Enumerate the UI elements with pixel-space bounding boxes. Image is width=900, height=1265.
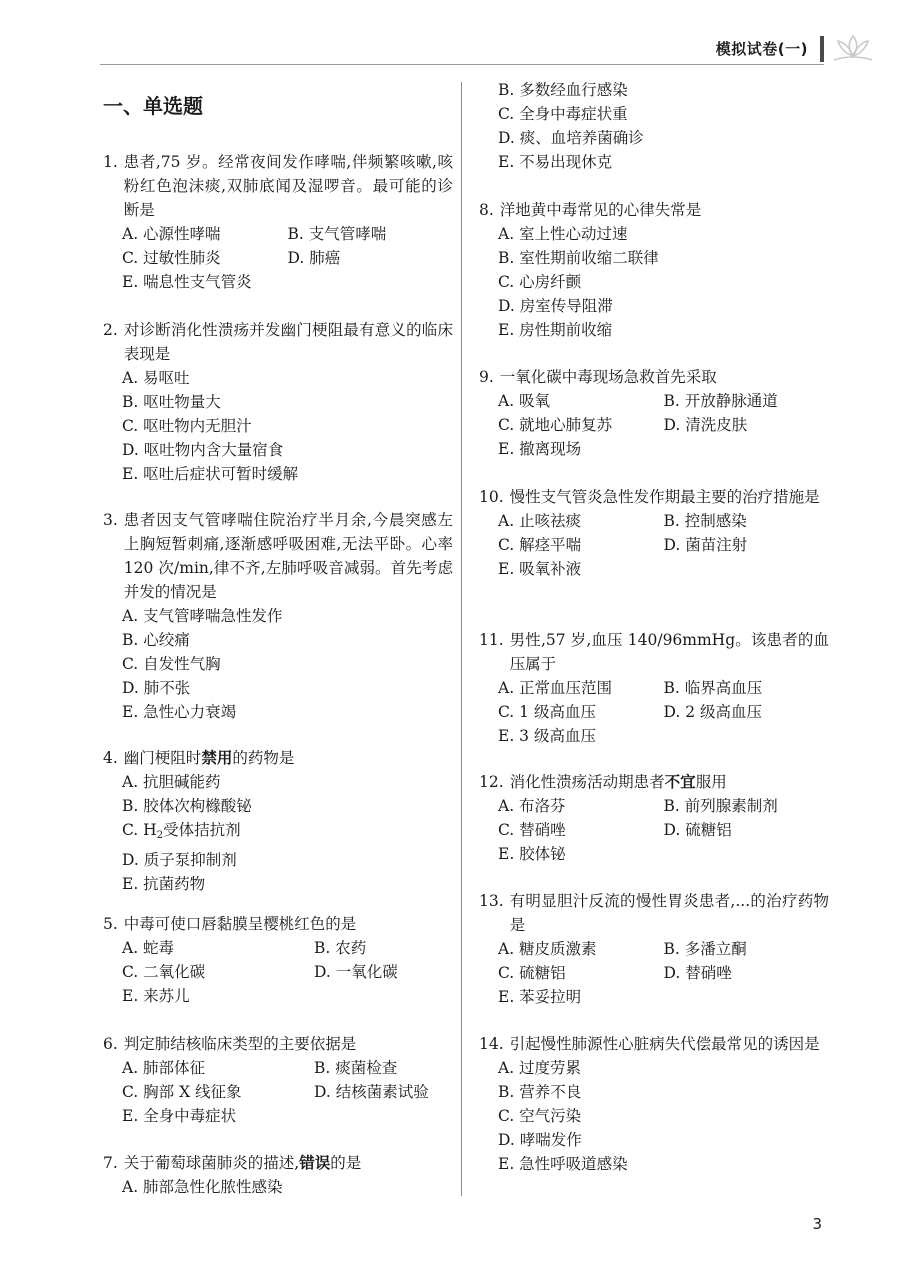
question-1 [103, 150, 453, 294]
option-c[interactable]: C. 空气污染 [498, 1107, 582, 1125]
question-stem: 中毒可使口唇黏膜呈樱桃红色的是 [123, 915, 357, 933]
question-number: 8. [479, 201, 494, 219]
option-a[interactable]: A. 室上性心动过速 [498, 225, 628, 243]
stem-text: 关于葡萄球菌肺炎的描述, [123, 1154, 300, 1172]
question-number: 13. [479, 892, 504, 910]
option-c[interactable]: C. 硫糖铝 [498, 964, 566, 982]
option-d[interactable]: D. 质子泵抑制剂 [122, 851, 237, 869]
question-7 [103, 1151, 453, 1199]
option-e[interactable]: E. 3 级高血压 [498, 727, 596, 745]
option-a[interactable]: A. 支气管哮喘急性发作 [122, 607, 283, 625]
option-d[interactable]: D. 硫糖铝 [663, 821, 732, 839]
option-b[interactable]: B. 前列腺素制剂 [663, 797, 778, 815]
option-b[interactable]: B. 开放静脉通道 [663, 392, 778, 410]
stem-text: 消化性溃疡活动期患者 [509, 773, 665, 791]
page-header-title: 模拟试卷(一) [715, 40, 808, 58]
option-a[interactable]: A. 抗胆碱能药 [122, 773, 221, 791]
option-c[interactable]: C. 二氧化碳 [122, 963, 206, 981]
option-d[interactable]: D. 哮喘发作 [498, 1131, 582, 1149]
option-e[interactable]: E. 房性期前收缩 [498, 321, 613, 339]
option-d[interactable]: D. 替硝唑 [663, 964, 732, 982]
stem-text: 幽门梗阻时 [123, 749, 202, 767]
question-7-continued [479, 78, 829, 174]
header-divider-bar [820, 36, 824, 62]
option-c[interactable]: C. 就地心肺复苏 [498, 416, 613, 434]
question-stem: 慢性支气管炎急性发作期最主要的治疗措施是 [509, 488, 820, 506]
emphasis-text: 禁用 [201, 749, 233, 767]
stem-text: 的是 [330, 1154, 362, 1172]
option-a[interactable]: A. 过度劳累 [498, 1059, 582, 1077]
option-b[interactable]: B. 农药 [313, 939, 367, 957]
option-e[interactable]: E. 抗菌药物 [122, 875, 206, 893]
option-d[interactable]: D. 肺癌 [287, 249, 341, 267]
option-d[interactable]: D. 2 级高血压 [663, 703, 763, 721]
option-text: 受体拮抗剂 [163, 821, 241, 839]
question-number: 2. [103, 321, 118, 339]
option-e[interactable]: E. 撤离现场 [498, 440, 582, 458]
option-a[interactable]: A. 心源性哮喘 [122, 225, 221, 243]
question-stem: 一氧化碳中毒现场急救首先采取 [499, 368, 717, 386]
emphasis-text: 错误 [299, 1154, 331, 1172]
option-e[interactable]: E. 胶体铋 [498, 845, 566, 863]
option-a[interactable]: A. 肺部体征 [122, 1059, 206, 1077]
option-b[interactable]: B. 胶体次枸橼酸铋 [122, 797, 252, 815]
question-stem: 对诊断消化性溃疡并发幽门梗阻最有意义的临床表现是 [123, 321, 453, 363]
option-b[interactable]: B. 多数经血行感染 [498, 81, 628, 99]
question-stem: 洋地黄中毒常见的心律失常是 [499, 201, 702, 219]
option-b[interactable]: B. 控制感染 [663, 512, 747, 530]
option-a[interactable]: A. 吸氧 [498, 392, 551, 410]
question-number: 11. [479, 631, 504, 649]
question-stem [124, 1151, 453, 1175]
option-a[interactable]: A. 肺部急性化脓性感染 [122, 1178, 283, 1196]
question-number: 5. [103, 915, 118, 933]
option-e[interactable]: E. 急性呼吸道感染 [498, 1155, 628, 1173]
question-number: 6. [103, 1035, 118, 1053]
question-stem: 患者,75 岁。经常夜间发作哮喘,伴频繁咳嗽,咳粉红色泡沫痰,双肺底闻及湿啰音。最可能的诊断是 [123, 153, 453, 219]
option-e[interactable]: E. 喘息性支气管炎 [122, 273, 252, 291]
option-a[interactable]: A. 正常血压范围 [498, 679, 613, 697]
option-d[interactable]: D. 一氧化碳 [313, 963, 398, 981]
page-number: 3 [812, 1215, 822, 1233]
option-b[interactable]: B. 室性期前收缩二联律 [498, 249, 659, 267]
question-14 [479, 1032, 829, 1176]
question-10 [479, 485, 829, 581]
question-11 [479, 628, 829, 748]
question-6 [103, 1032, 453, 1128]
option-e[interactable]: E. 来苏儿 [122, 987, 190, 1005]
question-stem: 判定肺结核临床类型的主要依据是 [123, 1035, 357, 1053]
stem-text: 的药物是 [232, 749, 295, 767]
option-c[interactable]: C. 解痉平喘 [498, 536, 582, 554]
question-stem [124, 746, 453, 770]
option-c[interactable]: C. 1 级高血压 [498, 703, 596, 721]
option-d[interactable]: D. 房室传导阻滞 [498, 297, 613, 315]
option-a[interactable]: A. 糖皮质激素 [498, 940, 597, 958]
option-b[interactable]: B. 营养不良 [498, 1083, 582, 1101]
lotus-logo-icon [828, 30, 878, 66]
option-d[interactable]: D. 痰、血培养菌确诊 [498, 129, 644, 147]
subscript: 2 [156, 830, 164, 841]
stem-text: 服用 [695, 773, 727, 791]
option-b[interactable]: B. 心绞痛 [122, 631, 190, 649]
option-a[interactable]: A. 布洛芬 [498, 797, 566, 815]
option-c[interactable]: C. 心房纤颤 [498, 273, 582, 291]
option-d[interactable]: D. 结核菌素试验 [313, 1083, 429, 1101]
question-stem: 有明显胆汁反流的慢性胃炎患者,...的治疗药物是 [509, 892, 829, 934]
option-a[interactable]: A. 止咳祛痰 [498, 512, 582, 530]
question-number: 12. [479, 773, 504, 791]
question-stem: 患者因支气管哮喘住院治疗半月余,今晨突感左上胸短暂刺痛,逐渐感呼吸困难,无法平卧。心率 120 次/min,律不齐,左肺呼吸音减弱。首先考虑并发的情况是 [123, 511, 453, 601]
option-a[interactable]: A. 易呕吐 [122, 369, 190, 387]
option-e[interactable]: E. 吸氧补液 [498, 560, 582, 578]
column-divider [461, 82, 462, 1196]
option-c[interactable]: C. 自发性气胸 [122, 655, 221, 673]
question-number: 1. [103, 153, 118, 171]
option-d[interactable]: D. 菌苗注射 [663, 536, 748, 554]
option-c[interactable]: C. 全身中毒症状重 [498, 105, 628, 123]
option-e[interactable]: E. 苯妥拉明 [498, 988, 582, 1006]
option-text: C. H [122, 821, 157, 839]
question-4 [103, 746, 453, 896]
option-d[interactable]: D. 肺不张 [122, 679, 191, 697]
option-c[interactable]: C. 替硝唑 [498, 821, 566, 839]
option-b[interactable]: B. 临界高血压 [663, 679, 763, 697]
question-number: 4. [103, 749, 118, 767]
option-c[interactable]: C. 呕吐物内无胆汁 [122, 417, 252, 435]
question-3 [103, 508, 453, 724]
question-9 [479, 365, 829, 461]
option-b[interactable]: B. 痰菌检查 [313, 1059, 398, 1077]
option-e[interactable]: E. 不易出现休克 [498, 153, 613, 171]
option-a[interactable]: A. 蛇毒 [122, 939, 175, 957]
option-e[interactable]: E. 呕吐后症状可暂时缓解 [122, 465, 299, 483]
option-d[interactable]: D. 清洗皮肤 [663, 416, 748, 434]
option-b[interactable]: B. 呕吐物量大 [122, 393, 221, 411]
option-e[interactable]: E. 全身中毒症状 [122, 1107, 237, 1125]
option-e[interactable]: E. 急性心力衰竭 [122, 703, 237, 721]
question-13 [479, 889, 829, 1009]
option-c[interactable] [122, 818, 453, 848]
question-stem: 男性,57 岁,血压 140/96mmHg。该患者的血压属于 [509, 631, 829, 673]
question-5 [103, 912, 453, 1008]
question-stem: 引起慢性肺源性心脏病失代偿最常见的诱因是 [509, 1035, 820, 1053]
emphasis-text: 不宜 [664, 773, 696, 791]
question-12 [479, 770, 829, 866]
section-title: 一、单选题 [103, 94, 203, 118]
question-number: 7. [103, 1154, 118, 1172]
header-rule [100, 64, 824, 65]
question-8 [479, 198, 829, 342]
question-number: 10. [479, 488, 504, 506]
option-b[interactable]: B. 多潘立酮 [663, 940, 747, 958]
question-number: 9. [479, 368, 494, 386]
option-c[interactable]: C. 过敏性肺炎 [122, 249, 221, 267]
option-d[interactable]: D. 呕吐物内含大量宿食 [122, 441, 284, 459]
question-2 [103, 318, 453, 486]
option-b[interactable]: B. 支气管哮喘 [287, 225, 387, 243]
option-c[interactable]: C. 胸部 X 线征象 [122, 1083, 242, 1101]
question-number: 14. [479, 1035, 504, 1053]
question-number: 3. [103, 511, 118, 529]
question-stem [510, 770, 829, 794]
